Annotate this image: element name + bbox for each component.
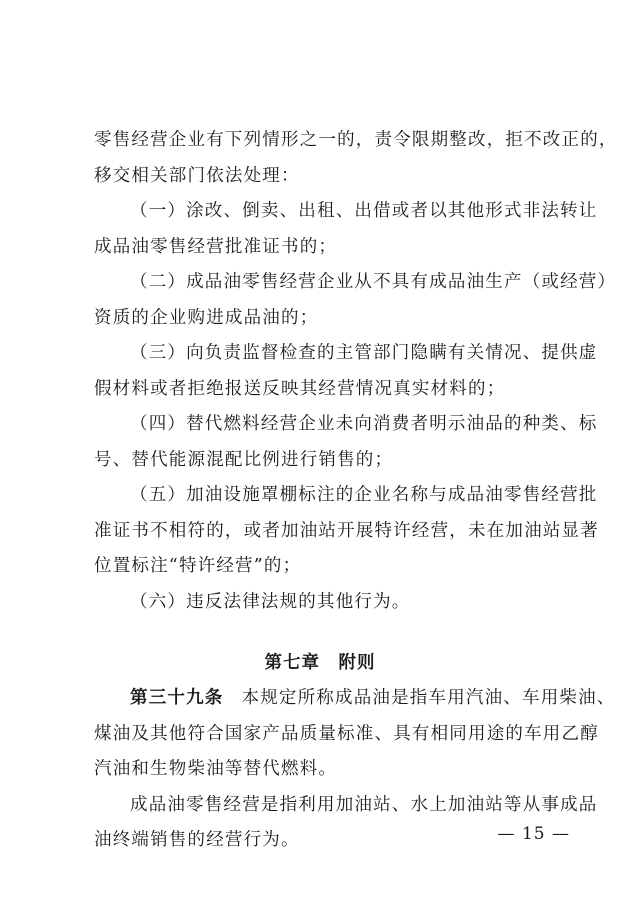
item-2-line-2: 资质的企业购进成品油的； [94, 308, 319, 328]
article-39-line-1 [130, 686, 616, 710]
intro-line-2: 移交相关部门依法处理： [94, 166, 300, 186]
chapter-heading: 第七章 附则 [264, 653, 376, 673]
item-1-line-2: 成品油零售经营批准证书的； [94, 237, 338, 257]
item-5-line-1: （五）加油设施罩棚标注的企业名称与成品油零售经营批 [130, 485, 598, 505]
item-5-line-3: 位置标注“特许经营”的； [94, 556, 302, 576]
article-39-text: 本规定所称成品油是指车用汽油、车用柴油、 [241, 688, 616, 708]
intro-line-1: 零售经营企业有下列情形之一的，责令限期整改，拒不改正的， [94, 130, 618, 150]
item-3-line-2: 假材料或者拒绝报送反映其经营情况真实材料的； [94, 379, 506, 399]
article-39-line-3: 汽油和生物柴油等替代燃料。 [94, 759, 338, 779]
item-5-line-2: 准证书不相符的，或者加油站开展特许经营，未在加油站显著 [94, 521, 599, 541]
definition-line-1: 成品油零售经营是指利用加油站、水上加油站等从事成品 [130, 795, 598, 815]
definition-line-2: 油终端销售的经营行为。 [94, 830, 300, 850]
item-6-line-1: （六）违反法律法规的其他行为。 [130, 592, 411, 612]
item-2-line-1: （二）成品油零售经营企业从不具有成品油生产（或经营） [130, 272, 617, 292]
page-number: — 15 — [497, 824, 570, 844]
item-4-line-1: （四）替代燃料经营企业未向消费者明示油品的种类、标 [130, 414, 598, 434]
item-1-line-1: （一）涂改、倒卖、出租、出借或者以其他形式非法转让 [130, 201, 598, 221]
item-4-line-2: 号、替代能源混配比例进行销售的； [94, 450, 394, 470]
article-39-line-2: 煤油及其他符合国家产品质量标准、具有相同用途的车用乙醇 [94, 724, 599, 744]
article-39-label: 第三十九条 [130, 688, 224, 708]
item-3-line-1: （三）向负责监督检查的主管部门隐瞒有关情况、提供虚 [130, 343, 598, 363]
